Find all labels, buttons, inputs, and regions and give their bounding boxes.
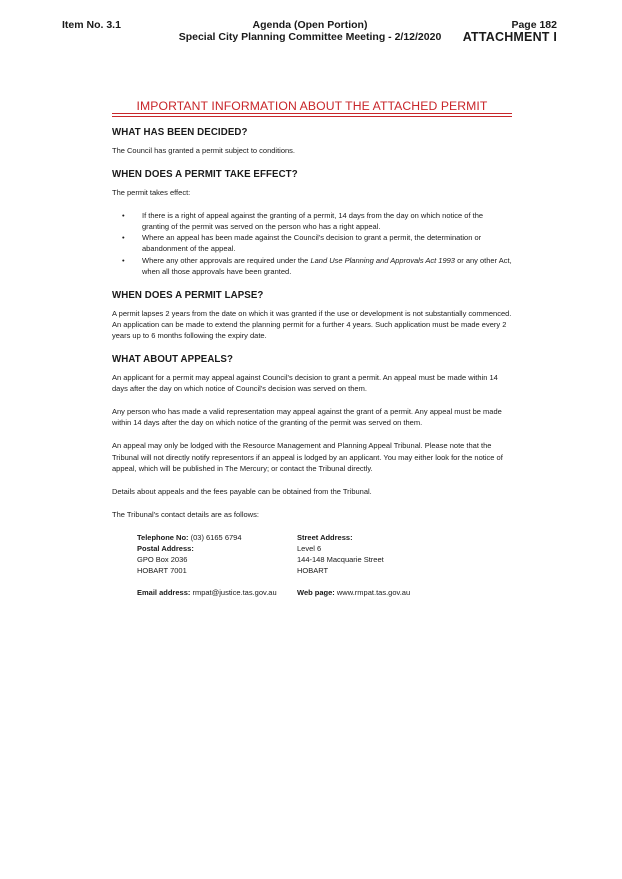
web-address: www.rmpat.tas.gov.au: [336, 588, 411, 598]
agenda-title: Agenda (Open Portion): [252, 19, 368, 31]
heading-appeals: WHAT ABOUT APPEALS?: [112, 354, 234, 366]
meeting-title: Special City Planning Committee Meeting - 2/12/2020: [178, 31, 442, 43]
street-line: HOBART: [297, 566, 329, 576]
street-line: 144-148 Macquarie Street: [297, 555, 384, 565]
web-label: Web page:: [297, 588, 335, 598]
postal-line: HOBART 7001: [137, 566, 187, 576]
appeals-paragraph: An appeal may only be lodged with the Resource Management and Planning Appeal Tribunal. Please note that the Tribunal will not directly notify representors if an appeal is lodged by an applicant. You may either look for the notice of appeal, which will be published in The Mercury; or contact the Tribunal directly.: [112, 441, 503, 473]
appeals-paragraph: An applicant for a permit may appeal against Council's decision to grant a permit. An appeal must be made within 14 days after the day on which notice of Council's decision was served on them.: [112, 373, 498, 394]
list-item: • Where any other approvals are required under the Land Use Planning and Approvals Act 1993 or any other Act, when all those approvals have been granted.: [122, 255, 512, 276]
bullet-icon: •: [122, 211, 125, 221]
header-right: [463, 19, 557, 43]
tribunal-contact-details: [137, 532, 512, 598]
section-decided: [112, 127, 512, 156]
notice-title: IMPORTANT INFORMATION ABOUT THE ATTACHED PERMIT: [136, 99, 488, 113]
text-decided: The Council has granted a permit subject to conditions.: [112, 146, 296, 155]
email-address: rmpat@justice.tas.gov.au: [192, 588, 277, 598]
attachment-label: ATTACHMENT I: [462, 30, 557, 44]
appeals-paragraph: The Tribunal's contact details are as follows:: [112, 509, 259, 519]
bullet-icon: •: [122, 255, 125, 265]
bullet-icon: •: [122, 233, 125, 243]
section-lapse: [112, 290, 512, 341]
heading-lapse: WHEN DOES A PERMIT LAPSE?: [112, 289, 264, 301]
street-label: Street Address:: [297, 532, 353, 542]
postal-label: Postal Address:: [137, 543, 194, 553]
email-label: Email address:: [137, 588, 191, 598]
telephone-number: (03) 6165 6794: [190, 532, 242, 542]
effect-bullet-list: [112, 210, 512, 277]
list-item: • Where an appeal has been made against the Council's decision to grant a permit, the determination or abandonment of the appeal.: [122, 233, 482, 254]
appeals-paragraph: Any person who has made a valid representation may appeal against the grant of a permit. Any appeal must be made within 14 days after the day on which notice of the granting of the permit was served on them.: [112, 407, 502, 428]
page-number: Page 182: [511, 19, 557, 31]
section-appeals: [112, 354, 512, 598]
contact-right-column: [297, 532, 457, 598]
appeals-paragraph: Details about appeals and the fees payable can be obtained from the Tribunal.: [112, 486, 372, 496]
list-item: • If there is a right of appeal against the granting of a permit, 14 days from the day on which notice of the granting of the permit was served on the person who has a right appeal.: [122, 211, 484, 232]
notice-body: [112, 127, 512, 611]
contact-left-column: [137, 532, 297, 598]
street-line: Level 6: [297, 543, 322, 553]
text-effect-intro: The permit takes effect:: [112, 188, 191, 198]
telephone-label: Telephone No:: [137, 532, 189, 542]
title-underline-second: [112, 116, 512, 117]
title-underline: [112, 113, 512, 114]
heading-effect: WHEN DOES A PERMIT TAKE EFFECT?: [112, 169, 298, 181]
header-center: [150, 19, 470, 43]
act-name: Land Use Planning and Approvals Act 1993: [310, 255, 455, 265]
item-number: Item No. 3.1: [62, 19, 121, 31]
postal-line: GPO Box 2036: [137, 555, 188, 565]
text-lapse: A permit lapses 2 years from the date on which it was granted if the use or development is not substantially commenced. An application can be made to extend the planning permit for a further 4 years. Such application must be made every 2 years up to 6 months following the expiry date.: [112, 308, 512, 340]
section-effect: [112, 169, 512, 277]
heading-decided: WHAT HAS BEEN DECIDED?: [112, 127, 248, 138]
